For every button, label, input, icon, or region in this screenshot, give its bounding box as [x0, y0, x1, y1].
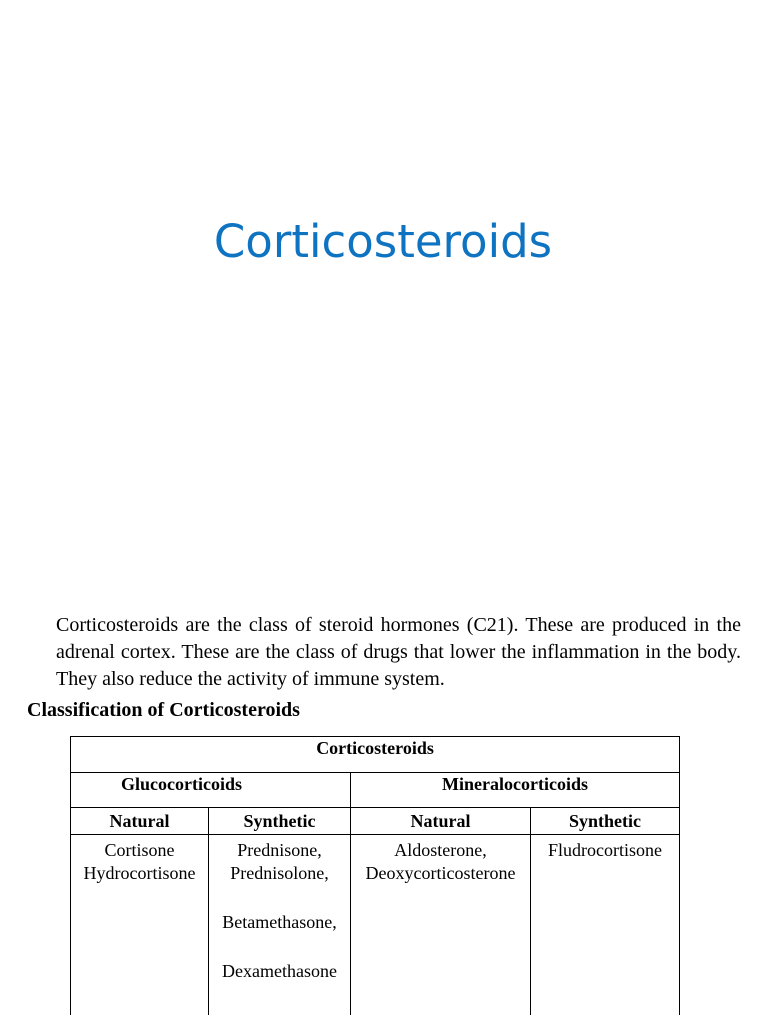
- table-row: [71, 835, 680, 1016]
- table-row: [71, 737, 680, 773]
- classification-table: [70, 736, 680, 1015]
- table-row: [71, 773, 680, 808]
- drug-name: Aldosterone,: [394, 840, 487, 860]
- subheader-mineralo-natural: Natural: [351, 808, 531, 835]
- subheader-gluco-natural: Natural: [71, 808, 209, 835]
- drug-name: Prednisone,: [237, 840, 322, 860]
- drug-name: Deoxycorticosterone: [365, 863, 516, 883]
- cell-gluco-synthetic: [209, 835, 351, 1016]
- drug-name: Cortisone: [104, 840, 175, 860]
- cell-mineralo-synthetic: [531, 835, 680, 1016]
- table-row: [71, 808, 680, 835]
- cell-gluco-natural: [71, 835, 209, 1016]
- group-glucocorticoids: Glucocorticoids: [71, 773, 351, 808]
- section-heading: Classification of Corticosteroids: [27, 699, 300, 721]
- drug-name: Dexamethasone: [222, 961, 337, 981]
- drug-name: Betamethasone,: [222, 912, 337, 932]
- group-mineralocorticoids: Mineralocorticoids: [351, 773, 680, 808]
- table-header-corticosteroids: Corticosteroids: [71, 737, 680, 773]
- cell-mineralo-natural: [351, 835, 531, 1016]
- subheader-mineralo-synthetic: Synthetic: [531, 808, 680, 835]
- slide-title: Corticosteroids: [213, 215, 553, 268]
- intro-paragraph: Corticosteroids are the class of steroid hormones (C21). These are produced in the adrenal cortex. These are the class of drugs that lower the inflammation in the body. They also reduce the activity of immune system.: [56, 614, 741, 690]
- drug-name: Fludrocortisone: [548, 840, 663, 860]
- drug-name: Hydrocortisone: [83, 863, 196, 883]
- subheader-gluco-synthetic: Synthetic: [209, 808, 351, 835]
- drug-name: Prednisolone,: [230, 863, 329, 883]
